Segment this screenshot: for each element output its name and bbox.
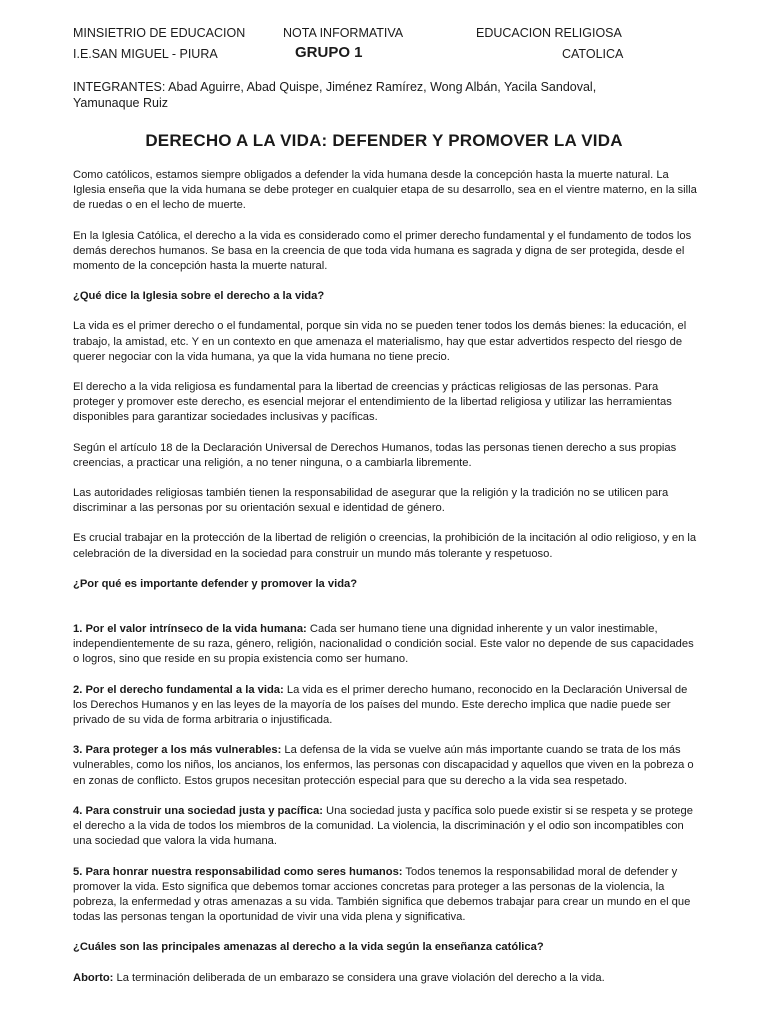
threat-item xyxy=(73,971,701,986)
spacer xyxy=(73,607,701,622)
header-ministry: MINSIETRIO DE EDUCACION xyxy=(73,26,246,40)
paragraph: En la Iglesia Católica, el derecho a la vida es considerado como el primer derecho fundamental y el fundamento de todos los demás derechos humanos. Se basa en la creencia de que toda vida humana es sagrada y digna de ser protegida, desde el momento de la concepción hasta la muerte natural. xyxy=(73,229,692,273)
paragraph: El derecho a la vida religiosa es fundamental para la libertad de creencias y prácticas religiosas de las personas. Para proteger y promover este derecho, es esencial mejorar el entendimiento de la libertad religiosa y utilizar las herramientas disponibles para garantizar sociedades inclusivas y pacíficas. xyxy=(73,381,672,424)
reason-item xyxy=(73,743,701,789)
reason-item xyxy=(73,804,701,850)
reason-lead: 5. Para honrar nuestra responsabilidad como seres humanos: xyxy=(73,865,403,878)
reason-text: Una sociedad justa y pacífica solo puede existir si se respeta y se protege el derecho a la vida de todos los miembros de la comunidad. La violencia, la discriminación y el odio son incompatibles con una sociedad que valora la vida humana. xyxy=(73,804,693,848)
header-doc-type: NOTA INFORMATIVA xyxy=(283,26,404,40)
section-question: ¿Por qué es importante defender y promover la vida? xyxy=(73,577,358,590)
reason-item xyxy=(73,622,701,668)
section-question: ¿Qué dice la Iglesia sobre el derecho a la vida? xyxy=(73,290,325,303)
reason-text: La vida es el primer derecho humano, reconocido en la Declaración Universal de los Derechos Humanos y en las leyes de la mayoría de los países del mundo. Este derecho implica que nadie puede ser privado de su vida de forma arbitraria o injustificada. xyxy=(73,683,688,727)
reason-text: La defensa de la vida se vuelve aún más importante cuando se trata de los más vulnerables, como los niños, los ancianos, los enfermos, las personas con discapacidad y aquellos que viven en la pobreza o en zonas de conflicto. Estos grupos necesitan protección especial para que su derecho a la vida sea respetado. xyxy=(73,744,694,787)
reason-text: Cada ser humano tiene una dignidad inherente y un valor inestimable, independientemente de su raza, género, religión, nacionalidad o condición social. Este valor no depende de sus capacidades o logros, sino que reside en su propia existencia como ser humano. xyxy=(73,623,694,666)
document-body xyxy=(73,168,701,1001)
header-school: I.E.SAN MIGUEL - PIURA xyxy=(73,47,218,61)
paragraph: Las autoridades religiosas también tienen la responsabilidad de asegurar que la religión y la tradición no se utilicen para discriminar a las personas por su orientación sexual e identidad de género. xyxy=(73,487,669,515)
reason-item xyxy=(73,683,701,729)
reason-lead: 2. Por el derecho fundamental a la vida: xyxy=(73,683,284,696)
document-title: DERECHO A LA VIDA: DEFENDER Y PROMOVER LA VIDA xyxy=(145,131,623,150)
threat-lead: Aborto: xyxy=(73,971,114,984)
reason-lead: 3. Para proteger a los más vulnerables: xyxy=(73,744,282,757)
paragraph: Como católicos, estamos siempre obligados a defender la vida humana desde la concepción hasta la muerte natural. La Iglesia enseña que la vida humana se debe proteger en cualquier etapa de su desarrollo, sea en el vientre materno, en la silla de ruedas o en el lecho de muerte. xyxy=(73,169,697,212)
paragraph: Según el artículo 18 de la Declaración Universal de Derechos Humanos, todas las personas tienen derecho a sus propias creencias, a practicar una religión, a no tener ninguna, o a cambiarla libremente. xyxy=(73,441,677,469)
reason-lead: 1. Por el valor intrínseco de la vida humana: xyxy=(73,623,307,636)
reason-text: Todos tenemos la responsabilidad moral de defender y promover la vida. Esto significa que debemos tomar acciones concretas para proteger a las personas de la violencia, la pobreza, la enfermedad y otras amenazas a su vida. También significa que debemos trabajar para crear un mundo en el que todas las personas tengan la oportunidad de vivir una vida plena y significativa. xyxy=(73,865,691,924)
paragraph: La vida es el primer derecho o el fundamental, porque sin vida no se pueden tener todos los demás bienes: la educación, el trabajo, la amistad, etc. Y en un contexto en que amenaza el materialismo, hay que estar advertidos respecto del riesgo de querer negociar con la vida humana, ya que la vida humana no tiene precio. xyxy=(73,320,687,363)
reason-lead: 4. Para construir una sociedad justa y pacífica: xyxy=(73,804,323,817)
header-group: GRUPO 1 xyxy=(295,44,363,61)
members-list: INTEGRANTES: Abad Aguirre, Abad Quispe, Jiménez Ramírez, Wong Albán, Yacila Sandoval, Yamunaque Ruiz xyxy=(73,80,597,110)
reason-item xyxy=(73,865,701,926)
section-question: ¿Cuáles son las principales amenazas al derecho a la vida según la enseñanza católica? xyxy=(73,941,544,954)
header-subject-line2: CATOLICA xyxy=(562,47,624,61)
threat-text: La terminación deliberada de un embarazo se considera una grave violación del derecho a la vida. xyxy=(113,971,605,984)
header-subject-line1: EDUCACION RELIGIOSA xyxy=(476,26,622,40)
paragraph: Es crucial trabajar en la protección de la libertad de religión o creencias, la prohibición de la incitación al odio religioso, y en la celebración de la diversidad en la sociedad para construir un mundo más tolerante y respetuoso. xyxy=(73,532,697,560)
